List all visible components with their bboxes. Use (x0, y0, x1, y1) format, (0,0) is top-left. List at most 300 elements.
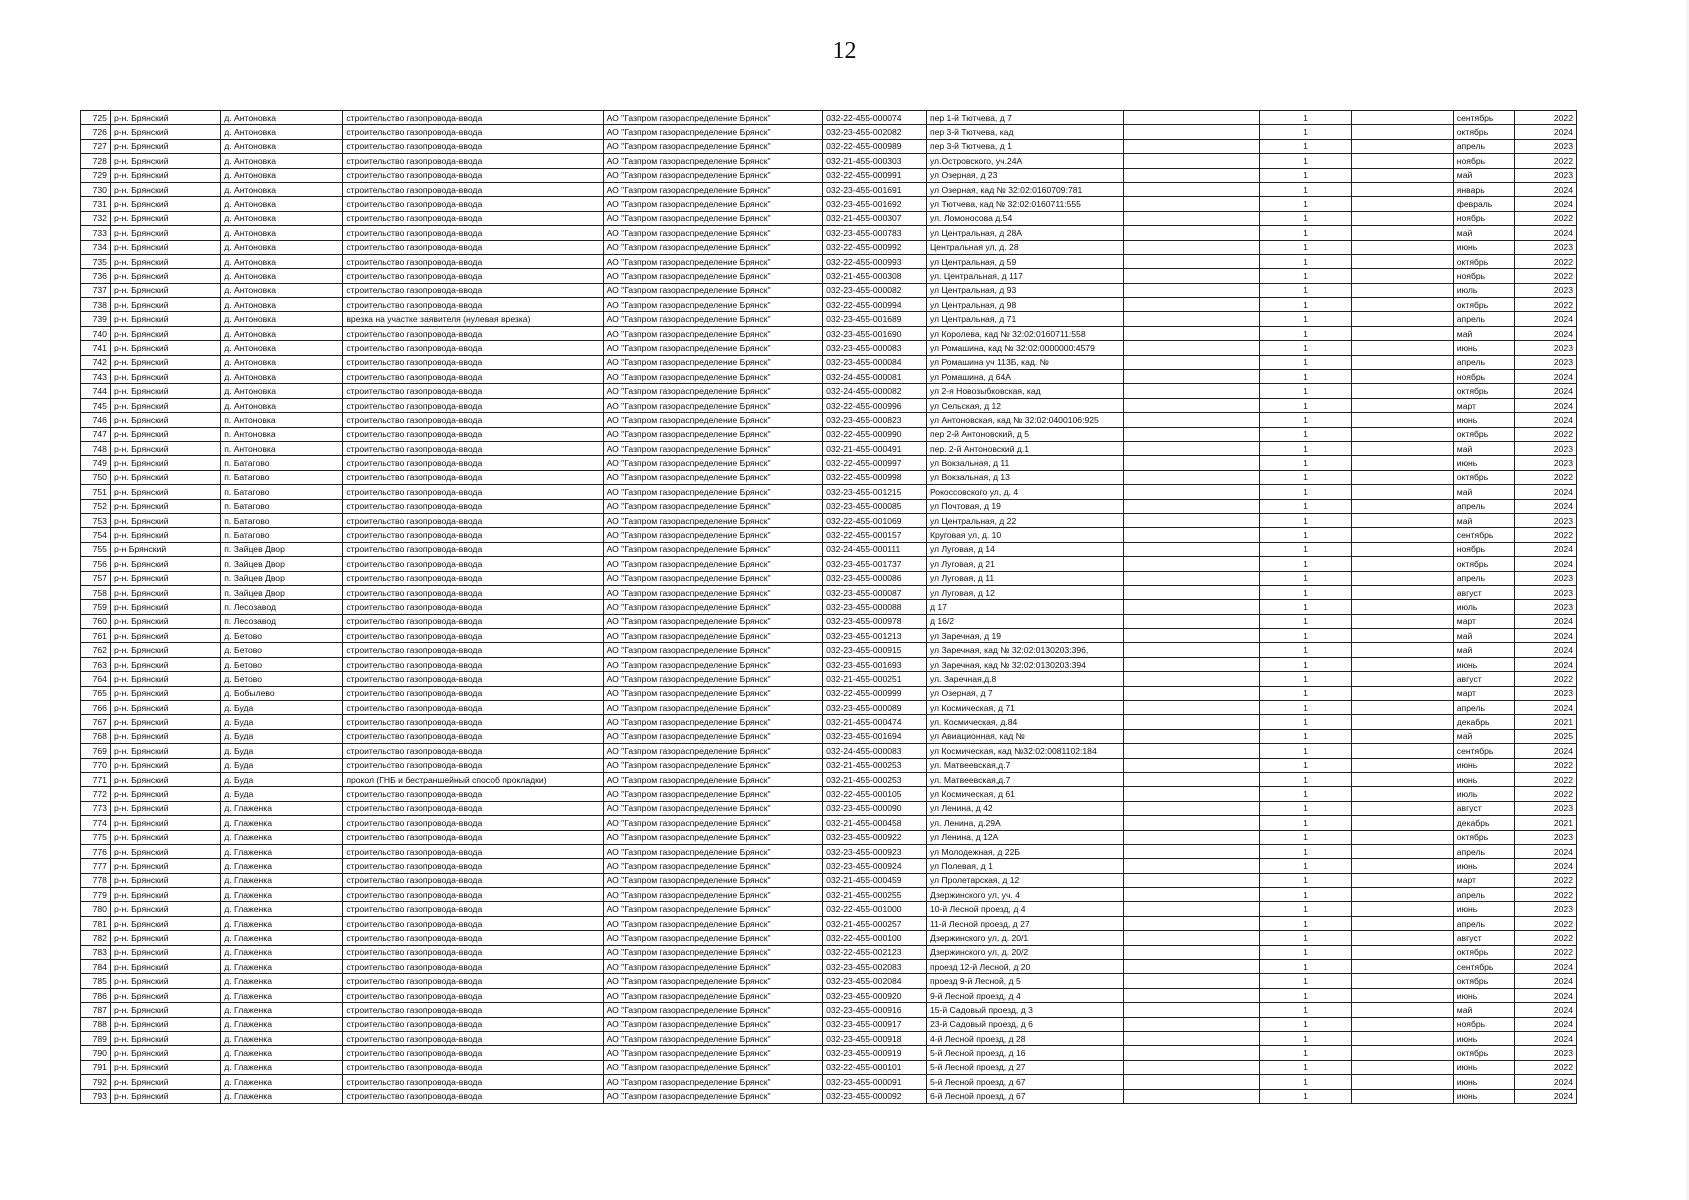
cell-blank2 (1352, 758, 1454, 772)
cell-organization: АО "Газпром газораспределение Брянск" (603, 413, 823, 427)
cell-application_no: 032-21-455-000251 (823, 672, 927, 686)
cell-num: 779 (81, 888, 111, 902)
cell-organization: АО "Газпром газораспределение Брянск" (603, 988, 823, 1002)
cell-quantity: 1 (1259, 888, 1351, 902)
cell-quantity: 1 (1259, 1032, 1351, 1046)
cell-quantity: 1 (1259, 1075, 1351, 1089)
cell-settlement: д. Антоновка (221, 154, 343, 168)
cell-organization: АО "Газпром газораспределение Брянск" (603, 499, 823, 513)
cell-blank2 (1352, 1089, 1454, 1103)
cell-blank2 (1352, 960, 1454, 974)
cell-blank2 (1352, 384, 1454, 398)
cell-organization: АО "Газпром газораспределение Брянск" (603, 830, 823, 844)
cell-month: март (1453, 398, 1514, 412)
cell-settlement: д. Антоновка (221, 226, 343, 240)
cell-work_type: прокол (ГНБ и бестраншейный способ прокладки) (343, 772, 603, 786)
cell-address: ул Центральная, д 22 (926, 513, 1123, 527)
table-row (81, 859, 1577, 873)
cell-organization: АО "Газпром газораспределение Брянск" (603, 211, 823, 225)
cell-year: 2022 (1514, 254, 1576, 268)
cell-month: август (1453, 801, 1514, 815)
cell-quantity: 1 (1259, 226, 1351, 240)
cell-organization: АО "Газпром газораспределение Брянск" (603, 355, 823, 369)
cell-settlement: д. Буда (221, 729, 343, 743)
cell-settlement: д. Антоновка (221, 197, 343, 211)
cell-application_no: 032-23-455-001737 (823, 557, 927, 571)
cell-work_type: строительство газопровода-ввода (343, 384, 603, 398)
cell-work_type: строительство газопровода-ввода (343, 571, 603, 585)
cell-address: ул Вокзальная, д 11 (926, 456, 1123, 470)
cell-year: 2024 (1514, 384, 1576, 398)
cell-num: 728 (81, 154, 111, 168)
table-row (81, 1003, 1577, 1017)
cell-application_no: 032-21-455-000253 (823, 772, 927, 786)
cell-settlement: д. Глаженка (221, 873, 343, 887)
cell-settlement: д. Буда (221, 787, 343, 801)
cell-address: пер 3-й Тютчева, д 1 (926, 139, 1123, 153)
cell-num: 756 (81, 557, 111, 571)
cell-month: декабрь (1453, 715, 1514, 729)
cell-work_type: строительство газопровода-ввода (343, 686, 603, 700)
table-row (81, 139, 1577, 153)
cell-work_type: строительство газопровода-ввода (343, 139, 603, 153)
cell-work_type: строительство газопровода-ввода (343, 816, 603, 830)
cell-year: 2023 (1514, 571, 1576, 585)
cell-num: 782 (81, 931, 111, 945)
table-row (81, 974, 1577, 988)
cell-address: Круговая ул, д. 10 (926, 528, 1123, 542)
cell-blank2 (1352, 168, 1454, 182)
cell-district: р-н. Брянский (110, 758, 220, 772)
cell-month: август (1453, 585, 1514, 599)
cell-num: 750 (81, 470, 111, 484)
cell-year: 2024 (1514, 398, 1576, 412)
cell-blank (1123, 182, 1259, 196)
cell-quantity: 1 (1259, 326, 1351, 340)
cell-work_type: строительство газопровода-ввода (343, 341, 603, 355)
cell-application_no: 032-23-455-000085 (823, 499, 927, 513)
cell-month: ноябрь (1453, 269, 1514, 283)
cell-district: р-н. Брянский (110, 513, 220, 527)
cell-year: 2024 (1514, 542, 1576, 556)
cell-blank2 (1352, 499, 1454, 513)
cell-month: март (1453, 614, 1514, 628)
cell-district: р-н. Брянский (110, 528, 220, 542)
cell-blank2 (1352, 240, 1454, 254)
cell-work_type: строительство газопровода-ввода (343, 600, 603, 614)
cell-month: июнь (1453, 859, 1514, 873)
cell-month: март (1453, 686, 1514, 700)
cell-organization: АО "Газпром газораспределение Брянск" (603, 240, 823, 254)
table-row (81, 398, 1577, 412)
cell-num: 727 (81, 139, 111, 153)
cell-settlement: д. Антоновка (221, 111, 343, 125)
cell-address: ул Космическая, д 61 (926, 787, 1123, 801)
cell-district: р-н. Брянский (110, 427, 220, 441)
cell-settlement: д. Глаженка (221, 844, 343, 858)
cell-num: 735 (81, 254, 111, 268)
cell-num: 739 (81, 312, 111, 326)
cell-address: д 16/2 (926, 614, 1123, 628)
table-row (81, 154, 1577, 168)
table-row (81, 1075, 1577, 1089)
cell-quantity: 1 (1259, 744, 1351, 758)
cell-application_no: 032-22-455-002123 (823, 945, 927, 959)
cell-settlement: д. Глаженка (221, 1060, 343, 1074)
cell-district: р-н. Брянский (110, 600, 220, 614)
cell-settlement: д. Буда (221, 758, 343, 772)
cell-blank2 (1352, 744, 1454, 758)
cell-work_type: строительство газопровода-ввода (343, 456, 603, 470)
cell-quantity: 1 (1259, 1017, 1351, 1031)
cell-district: р-н. Брянский (110, 873, 220, 887)
cell-quantity: 1 (1259, 585, 1351, 599)
cell-blank2 (1352, 1003, 1454, 1017)
cell-address: ул Озерная, кад № 32:02:0160709:781 (926, 182, 1123, 196)
cell-blank (1123, 139, 1259, 153)
cell-work_type: строительство газопровода-ввода (343, 902, 603, 916)
cell-quantity: 1 (1259, 974, 1351, 988)
cell-district: р-н. Брянский (110, 844, 220, 858)
cell-district: р-н. Брянский (110, 801, 220, 815)
cell-quantity: 1 (1259, 686, 1351, 700)
cell-application_no: 032-21-455-000253 (823, 758, 927, 772)
cell-blank (1123, 470, 1259, 484)
cell-blank (1123, 614, 1259, 628)
cell-num: 726 (81, 125, 111, 139)
cell-num: 785 (81, 974, 111, 988)
cell-blank2 (1352, 312, 1454, 326)
cell-num: 736 (81, 269, 111, 283)
table-row (81, 600, 1577, 614)
cell-blank (1123, 499, 1259, 513)
cell-blank (1123, 629, 1259, 643)
table-row (81, 614, 1577, 628)
cell-district: р-н. Брянский (110, 240, 220, 254)
table-row (81, 1089, 1577, 1103)
cell-year: 2022 (1514, 211, 1576, 225)
cell-quantity: 1 (1259, 873, 1351, 887)
cell-blank2 (1352, 398, 1454, 412)
cell-blank (1123, 312, 1259, 326)
cell-district: р-н. Брянский (110, 643, 220, 657)
cell-year: 2024 (1514, 499, 1576, 513)
cell-application_no: 032-21-455-000491 (823, 441, 927, 455)
cell-district: р-н. Брянский (110, 830, 220, 844)
cell-blank2 (1352, 139, 1454, 153)
cell-blank2 (1352, 686, 1454, 700)
page-number: 12 (832, 38, 857, 64)
table-row (81, 470, 1577, 484)
cell-application_no: 032-22-455-000105 (823, 787, 927, 801)
cell-blank2 (1352, 729, 1454, 743)
cell-organization: АО "Газпром газораспределение Брянск" (603, 528, 823, 542)
cell-address: ул.Островского, уч.24А (926, 154, 1123, 168)
cell-month: май (1453, 441, 1514, 455)
cell-month: август (1453, 931, 1514, 945)
cell-organization: АО "Газпром газораспределение Брянск" (603, 557, 823, 571)
cell-month: июнь (1453, 240, 1514, 254)
cell-blank2 (1352, 816, 1454, 830)
cell-year: 2023 (1514, 585, 1576, 599)
cell-address: ул Ромашина, д 64А (926, 370, 1123, 384)
cell-district: р-н. Брянский (110, 254, 220, 268)
cell-settlement: д. Глаженка (221, 1089, 343, 1103)
cell-application_no: 032-23-455-001692 (823, 197, 927, 211)
cell-month: май (1453, 1003, 1514, 1017)
cell-settlement: п. Лесозавод (221, 614, 343, 628)
cell-organization: АО "Газпром газораспределение Брянск" (603, 1060, 823, 1074)
cell-num: 747 (81, 427, 111, 441)
table-row (81, 1032, 1577, 1046)
cell-blank (1123, 758, 1259, 772)
cell-application_no: 032-22-455-000997 (823, 456, 927, 470)
cell-quantity: 1 (1259, 715, 1351, 729)
cell-blank (1123, 657, 1259, 671)
cell-application_no: 032-23-455-000917 (823, 1017, 927, 1031)
cell-organization: АО "Газпром газораспределение Брянск" (603, 269, 823, 283)
cell-address: ул Заречная, д 19 (926, 629, 1123, 643)
cell-month: май (1453, 485, 1514, 499)
cell-application_no: 032-22-455-000074 (823, 111, 927, 125)
cell-address: 5-й Лесной проезд, д 16 (926, 1046, 1123, 1060)
cell-month: октябрь (1453, 1046, 1514, 1060)
table-row (81, 355, 1577, 369)
cell-quantity: 1 (1259, 701, 1351, 715)
cell-organization: АО "Газпром газораспределение Брянск" (603, 513, 823, 527)
cell-settlement: д. Глаженка (221, 1017, 343, 1031)
cell-district: р-н. Брянский (110, 499, 220, 513)
cell-address: ул Озерная, д 23 (926, 168, 1123, 182)
cell-num: 771 (81, 772, 111, 786)
cell-work_type: строительство газопровода-ввода (343, 801, 603, 815)
cell-num: 788 (81, 1017, 111, 1031)
cell-month: октябрь (1453, 974, 1514, 988)
cell-num: 758 (81, 585, 111, 599)
cell-blank2 (1352, 1046, 1454, 1060)
cell-application_no: 032-23-455-000916 (823, 1003, 927, 1017)
cell-blank (1123, 197, 1259, 211)
cell-application_no: 032-22-455-000157 (823, 528, 927, 542)
cell-blank (1123, 960, 1259, 974)
cell-blank (1123, 355, 1259, 369)
cell-address: 5-й Лесной проезд, д 27 (926, 1060, 1123, 1074)
table-row (81, 744, 1577, 758)
cell-application_no: 032-22-455-000994 (823, 298, 927, 312)
cell-work_type: строительство газопровода-ввода (343, 355, 603, 369)
cell-organization: АО "Газпром газораспределение Брянск" (603, 931, 823, 945)
cell-blank2 (1352, 441, 1454, 455)
cell-quantity: 1 (1259, 1060, 1351, 1074)
cell-blank2 (1352, 413, 1454, 427)
cell-month: сентябрь (1453, 744, 1514, 758)
cell-organization: АО "Газпром газораспределение Брянск" (603, 398, 823, 412)
table-row (81, 916, 1577, 930)
cell-num: 725 (81, 111, 111, 125)
cell-settlement: д. Глаженка (221, 1032, 343, 1046)
cell-application_no: 032-24-455-000082 (823, 384, 927, 398)
cell-blank (1123, 571, 1259, 585)
cell-work_type: строительство газопровода-ввода (343, 557, 603, 571)
cell-address: пер 2-й Антоновский, д 5 (926, 427, 1123, 441)
cell-year: 2024 (1514, 370, 1576, 384)
cell-work_type: строительство газопровода-ввода (343, 1089, 603, 1103)
cell-year: 2024 (1514, 1032, 1576, 1046)
cell-month: июнь (1453, 988, 1514, 1002)
table-row (81, 873, 1577, 887)
cell-blank2 (1352, 844, 1454, 858)
cell-num: 765 (81, 686, 111, 700)
cell-work_type: строительство газопровода-ввода (343, 960, 603, 974)
cell-settlement: д. Глаженка (221, 988, 343, 1002)
cell-work_type: строительство газопровода-ввода (343, 614, 603, 628)
cell-work_type: строительство газопровода-ввода (343, 758, 603, 772)
cell-settlement: п. Батагово (221, 528, 343, 542)
cell-settlement: д. Глаженка (221, 888, 343, 902)
cell-application_no: 032-24-455-000081 (823, 370, 927, 384)
cell-month: апрель (1453, 916, 1514, 930)
cell-quantity: 1 (1259, 254, 1351, 268)
cell-month: март (1453, 873, 1514, 887)
cell-application_no: 032-23-455-000084 (823, 355, 927, 369)
cell-num: 759 (81, 600, 111, 614)
cell-num: 774 (81, 816, 111, 830)
cell-address: ул Заречная, кад № 32:02:0130203:394 (926, 657, 1123, 671)
cell-num: 742 (81, 355, 111, 369)
cell-blank2 (1352, 326, 1454, 340)
cell-organization: АО "Газпром газораспределение Брянск" (603, 844, 823, 858)
cell-settlement: п. Батагово (221, 456, 343, 470)
cell-quantity: 1 (1259, 355, 1351, 369)
cell-application_no: 032-23-455-002083 (823, 960, 927, 974)
cell-quantity: 1 (1259, 312, 1351, 326)
cell-application_no: 032-22-455-000991 (823, 168, 927, 182)
cell-month: октябрь (1453, 945, 1514, 959)
cell-num: 773 (81, 801, 111, 815)
cell-month: ноябрь (1453, 370, 1514, 384)
cell-blank (1123, 1032, 1259, 1046)
cell-organization: АО "Газпром газораспределение Брянск" (603, 643, 823, 657)
table-row (81, 571, 1577, 585)
cell-num: 737 (81, 283, 111, 297)
table-row (81, 844, 1577, 858)
cell-work_type: строительство газопровода-ввода (343, 269, 603, 283)
cell-district: р-н. Брянский (110, 370, 220, 384)
cell-quantity: 1 (1259, 427, 1351, 441)
cell-blank2 (1352, 701, 1454, 715)
cell-quantity: 1 (1259, 240, 1351, 254)
cell-district: р-н. Брянский (110, 744, 220, 758)
cell-settlement: д. Буда (221, 744, 343, 758)
cell-num: 729 (81, 168, 111, 182)
cell-month: июнь (1453, 758, 1514, 772)
cell-organization: АО "Газпром газораспределение Брянск" (603, 485, 823, 499)
cell-month: май (1453, 729, 1514, 743)
cell-blank2 (1352, 557, 1454, 571)
cell-settlement: п. Батагово (221, 485, 343, 499)
cell-settlement: д. Глаженка (221, 945, 343, 959)
cell-district: р-н. Брянский (110, 283, 220, 297)
cell-address: Центральная ул, д. 28 (926, 240, 1123, 254)
cell-year: 2024 (1514, 413, 1576, 427)
cell-blank (1123, 211, 1259, 225)
cell-year: 2023 (1514, 1046, 1576, 1060)
cell-settlement: д. Антоновка (221, 384, 343, 398)
cell-num: 786 (81, 988, 111, 1002)
cell-address: ул Молодежная, д 22Б (926, 844, 1123, 858)
cell-blank (1123, 744, 1259, 758)
cell-quantity: 1 (1259, 413, 1351, 427)
cell-num: 741 (81, 341, 111, 355)
cell-year: 2024 (1514, 557, 1576, 571)
cell-settlement: д. Глаженка (221, 859, 343, 873)
cell-month: октябрь (1453, 384, 1514, 398)
cell-blank2 (1352, 629, 1454, 643)
cell-blank (1123, 1089, 1259, 1103)
cell-organization: АО "Газпром газораспределение Брянск" (603, 1032, 823, 1046)
cell-work_type: строительство газопровода-ввода (343, 744, 603, 758)
cell-application_no: 032-23-455-000092 (823, 1089, 927, 1103)
cell-blank2 (1352, 226, 1454, 240)
cell-year: 2022 (1514, 427, 1576, 441)
cell-settlement: д. Бетово (221, 672, 343, 686)
cell-address: пер. 2-й Антоновский д.1 (926, 441, 1123, 455)
cell-year: 2024 (1514, 844, 1576, 858)
cell-quantity: 1 (1259, 542, 1351, 556)
cell-settlement: д. Глаженка (221, 801, 343, 815)
cell-settlement: д. Антоновка (221, 370, 343, 384)
cell-work_type: строительство газопровода-ввода (343, 211, 603, 225)
cell-month: июль (1453, 283, 1514, 297)
cell-quantity: 1 (1259, 643, 1351, 657)
table-row (81, 758, 1577, 772)
cell-blank2 (1352, 269, 1454, 283)
cell-blank2 (1352, 283, 1454, 297)
cell-blank (1123, 902, 1259, 916)
cell-num: 743 (81, 370, 111, 384)
cell-organization: АО "Газпром газораспределение Брянск" (603, 283, 823, 297)
cell-district: р-н. Брянский (110, 341, 220, 355)
cell-blank (1123, 1060, 1259, 1074)
cell-work_type: строительство газопровода-ввода (343, 657, 603, 671)
cell-blank (1123, 341, 1259, 355)
cell-settlement: д. Антоновка (221, 168, 343, 182)
cell-quantity: 1 (1259, 787, 1351, 801)
cell-application_no: 032-21-455-000303 (823, 154, 927, 168)
cell-blank2 (1352, 470, 1454, 484)
cell-num: 781 (81, 916, 111, 930)
cell-address: ул Центральная, д 98 (926, 298, 1123, 312)
cell-year: 2023 (1514, 830, 1576, 844)
cell-num: 776 (81, 844, 111, 858)
cell-work_type: строительство газопровода-ввода (343, 226, 603, 240)
cell-num: 751 (81, 485, 111, 499)
cell-address: ул Заречная, кад № 32:02:0130203:396, (926, 643, 1123, 657)
cell-application_no: 032-21-455-000307 (823, 211, 927, 225)
cell-blank2 (1352, 1075, 1454, 1089)
table-row (81, 1060, 1577, 1074)
cell-blank (1123, 111, 1259, 125)
cell-district: р-н. Брянский (110, 211, 220, 225)
cell-work_type: строительство газопровода-ввода (343, 916, 603, 930)
cell-blank (1123, 226, 1259, 240)
cell-month: сентябрь (1453, 960, 1514, 974)
cell-organization: АО "Газпром газораспределение Брянск" (603, 1046, 823, 1060)
cell-organization: АО "Газпром газораспределение Брянск" (603, 1075, 823, 1089)
cell-blank2 (1352, 513, 1454, 527)
cell-blank (1123, 254, 1259, 268)
cell-num: 733 (81, 226, 111, 240)
